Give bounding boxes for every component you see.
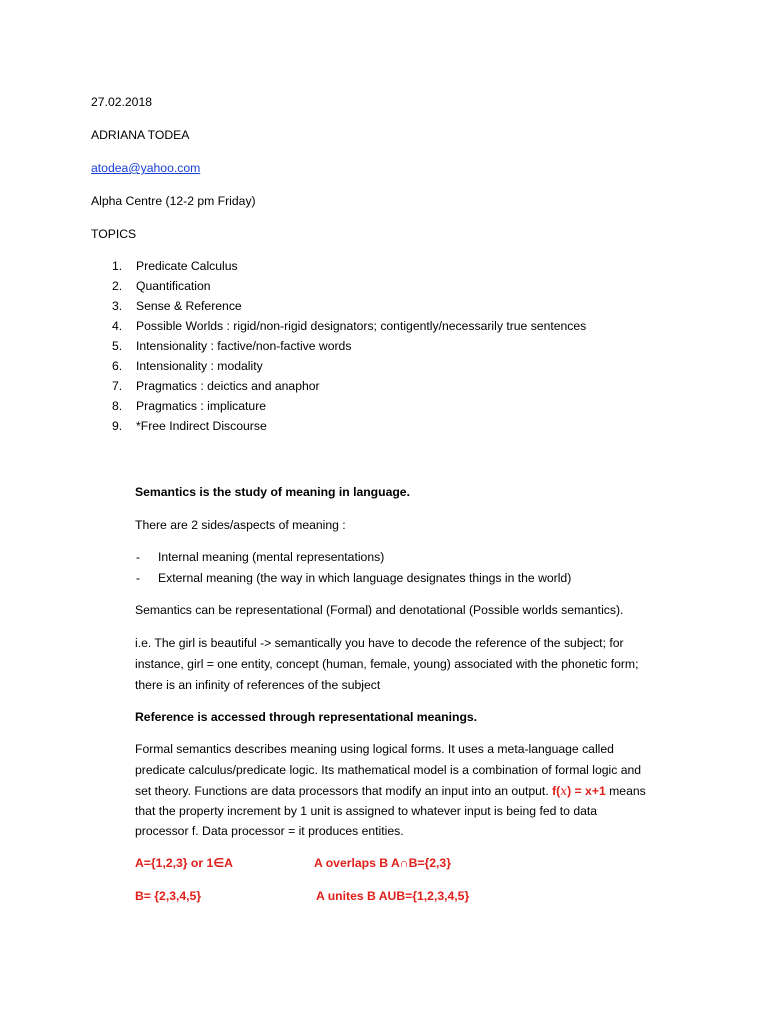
dash-marker: - <box>136 550 141 564</box>
list-number: 9. <box>112 419 123 433</box>
dash-marker: - <box>136 571 141 585</box>
bullet-text: External meaning (the way in which language designates things in the world) <box>158 571 572 585</box>
semantics-definition: Semantics is the study of meaning in language. <box>135 485 410 499</box>
list-text: Pragmatics : deictics and anaphor <box>136 379 320 393</box>
formula-f: f( <box>552 784 561 798</box>
date: 27.02.2018 <box>91 95 152 109</box>
location-text: Alpha Centre (12-2 pm Friday) <box>91 194 256 208</box>
list-text: Possible Worlds : rigid/non-rigid designators; contigently/necessarily true sentences <box>136 319 587 333</box>
list-number: 7. <box>112 379 123 393</box>
example-line: instance, girl = one entity, concept (human, female, young) associated with the phonetic form; <box>135 657 639 671</box>
example-line: i.e. The girl is beautiful -> semantically you have to decode the reference of the subject; for <box>135 636 624 650</box>
list-text: Quantification <box>136 279 211 293</box>
list-number: 5. <box>112 339 123 353</box>
representational-line: Semantics can be representational (Formal) and denotational (Possible worlds semantics). <box>135 603 624 617</box>
list-text: *Free Indirect Discourse <box>136 419 267 433</box>
list-text: Sense & Reference <box>136 299 242 313</box>
function-formula <box>552 784 606 798</box>
reference-statement: Reference is accessed through representational meanings. <box>135 710 478 724</box>
sides-intro: There are 2 sides/aspects of meaning : <box>135 518 346 532</box>
example-line: there is an infinity of references of the subject <box>135 678 381 692</box>
list-text: Predicate Calculus <box>136 259 238 273</box>
formal-text: set theory. Functions are data processors that modify an input into an output. <box>135 784 549 798</box>
topics-heading: TOPICS <box>91 227 137 241</box>
set-intersection: A overlaps B A∩B={2,3} <box>314 856 451 870</box>
formal-semantics-line: that the property increment by 1 unit is assigned to whatever input is being fed to data <box>135 804 598 818</box>
set-a-definition: A={1,2,3} or 1∈A <box>135 856 233 870</box>
formal-semantics-line: Formal semantics describes meaning using logical forms. It uses a meta-language called <box>135 742 614 756</box>
list-number: 8. <box>112 399 123 413</box>
list-text: Pragmatics : implicature <box>136 399 267 413</box>
formal-semantics-line: processor f. Data processor = it produces entities. <box>135 824 404 838</box>
formal-text-end: means <box>605 784 646 798</box>
list-number: 4. <box>112 319 123 333</box>
formal-semantics-line <box>135 783 646 799</box>
formal-semantics-line: predicate calculus/predicate logic. Its mathematical model is a combination of formal logic and <box>135 763 642 777</box>
list-number: 6. <box>112 359 123 373</box>
formula-x: x <box>560 784 568 798</box>
list-text: Intensionality : factive/non-factive words <box>136 339 352 353</box>
list-number: 3. <box>112 299 123 313</box>
bullet-text: Internal meaning (mental representations) <box>158 550 385 564</box>
list-text: Intensionality : modality <box>136 359 263 373</box>
formula-rest: = x+1 <box>571 784 606 798</box>
author-name: ADRIANA TODEA <box>91 128 190 142</box>
list-number: 2. <box>112 279 123 293</box>
set-union: A unites B AUB={1,2,3,4,5} <box>316 889 470 903</box>
list-number: 1. <box>112 259 123 273</box>
formula-close: ) <box>567 784 572 798</box>
set-b-definition: B= {2,3,4,5} <box>135 889 202 903</box>
email-link[interactable]: atodea@yahoo.com <box>91 161 201 175</box>
